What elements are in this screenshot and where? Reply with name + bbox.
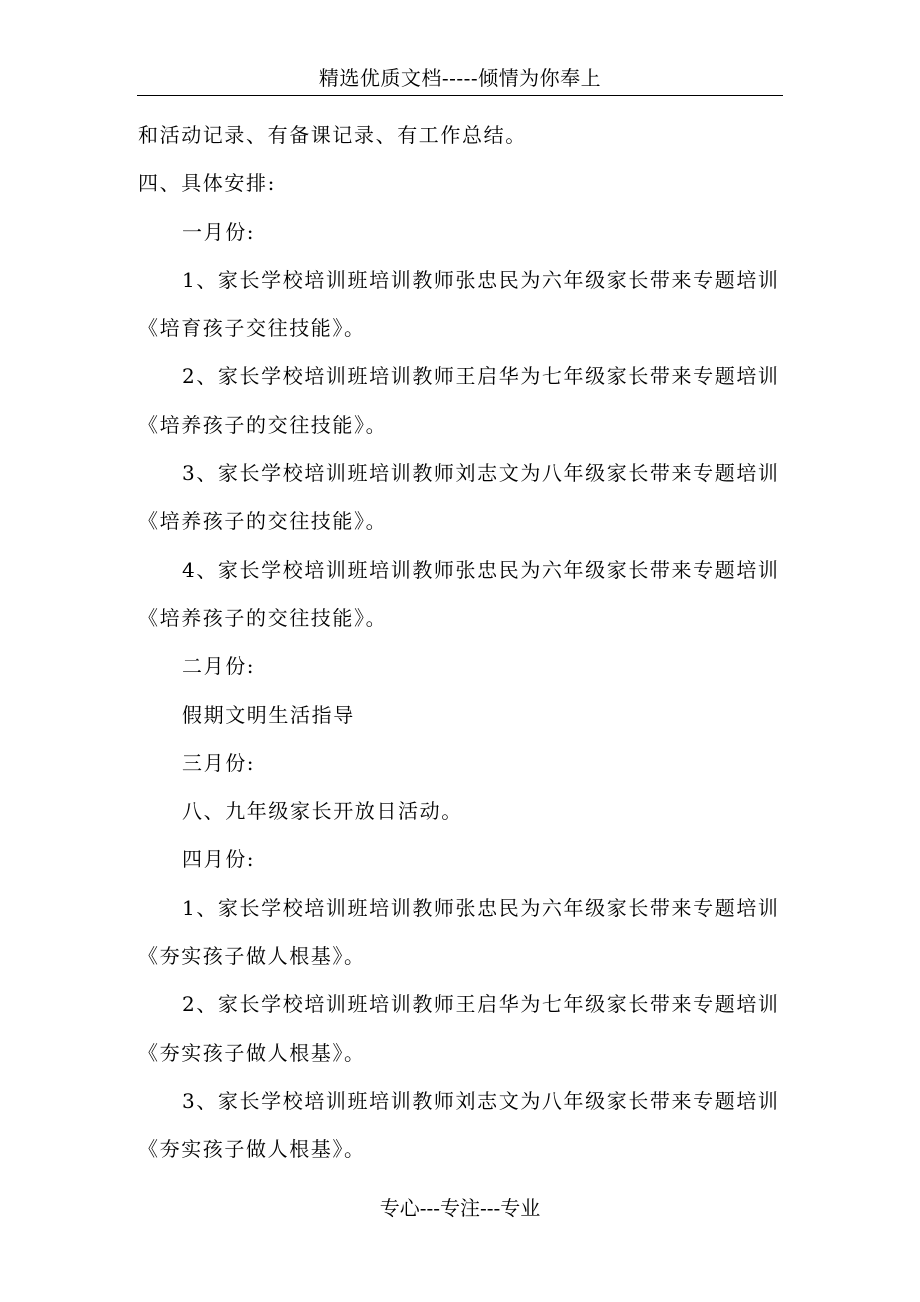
document-line: 八、九年级家长开放日活动。: [182, 799, 463, 824]
document-line: 《培养孩子的交往技能》。: [138, 605, 388, 630]
document-line: 《培养孩子的交往技能》。: [138, 509, 388, 534]
document-line: 1、家长学校培训班培训教师张忠民为六年级家长带来专题培训: [182, 895, 780, 920]
header-divider: [137, 95, 783, 96]
document-line: 《培育孩子交往技能》。: [138, 316, 366, 341]
document-line: 4、家长学校培训班培训教师张忠民为六年级家长带来专题培训: [182, 557, 780, 582]
page-header: 精选优质文档-----倾情为你奉上: [318, 66, 602, 90]
page-footer: 专心---专注---专业: [379, 1196, 541, 1220]
document-line: 1、家长学校培训班培训教师张忠民为六年级家长带来专题培训: [182, 267, 780, 292]
document-line: 《培养孩子的交往技能》。: [138, 412, 388, 437]
document-line: 四月份:: [182, 847, 256, 872]
document-line: 二月份:: [182, 654, 256, 679]
document-line: 和活动记录、有备课记录、有工作总结。: [138, 123, 527, 147]
document-line: 《夯实孩子做人根基》。: [138, 1137, 366, 1162]
document-line: 《夯实孩子做人根基》。: [138, 1040, 366, 1065]
document-body: [138, 111, 783, 1174]
document-line: 三月份:: [182, 750, 256, 775]
document-line: 3、家长学校培训班培训教师刘志文为八年级家长带来专题培训: [182, 1088, 780, 1113]
document-line: 《夯实孩子做人根基》。: [138, 944, 366, 969]
document-line: 2、家长学校培训班培训教师王启华为七年级家长带来专题培训: [182, 992, 780, 1017]
document-line: 一月份:: [182, 219, 256, 244]
document-line: 3、家长学校培训班培训教师刘志文为八年级家长带来专题培训: [182, 461, 780, 486]
document-line: 假期文明生活指导: [182, 702, 355, 727]
document-line: 2、家长学校培训班培训教师王启华为七年级家长带来专题培训: [182, 364, 780, 389]
document-line: 四、具体安排:: [138, 171, 276, 196]
